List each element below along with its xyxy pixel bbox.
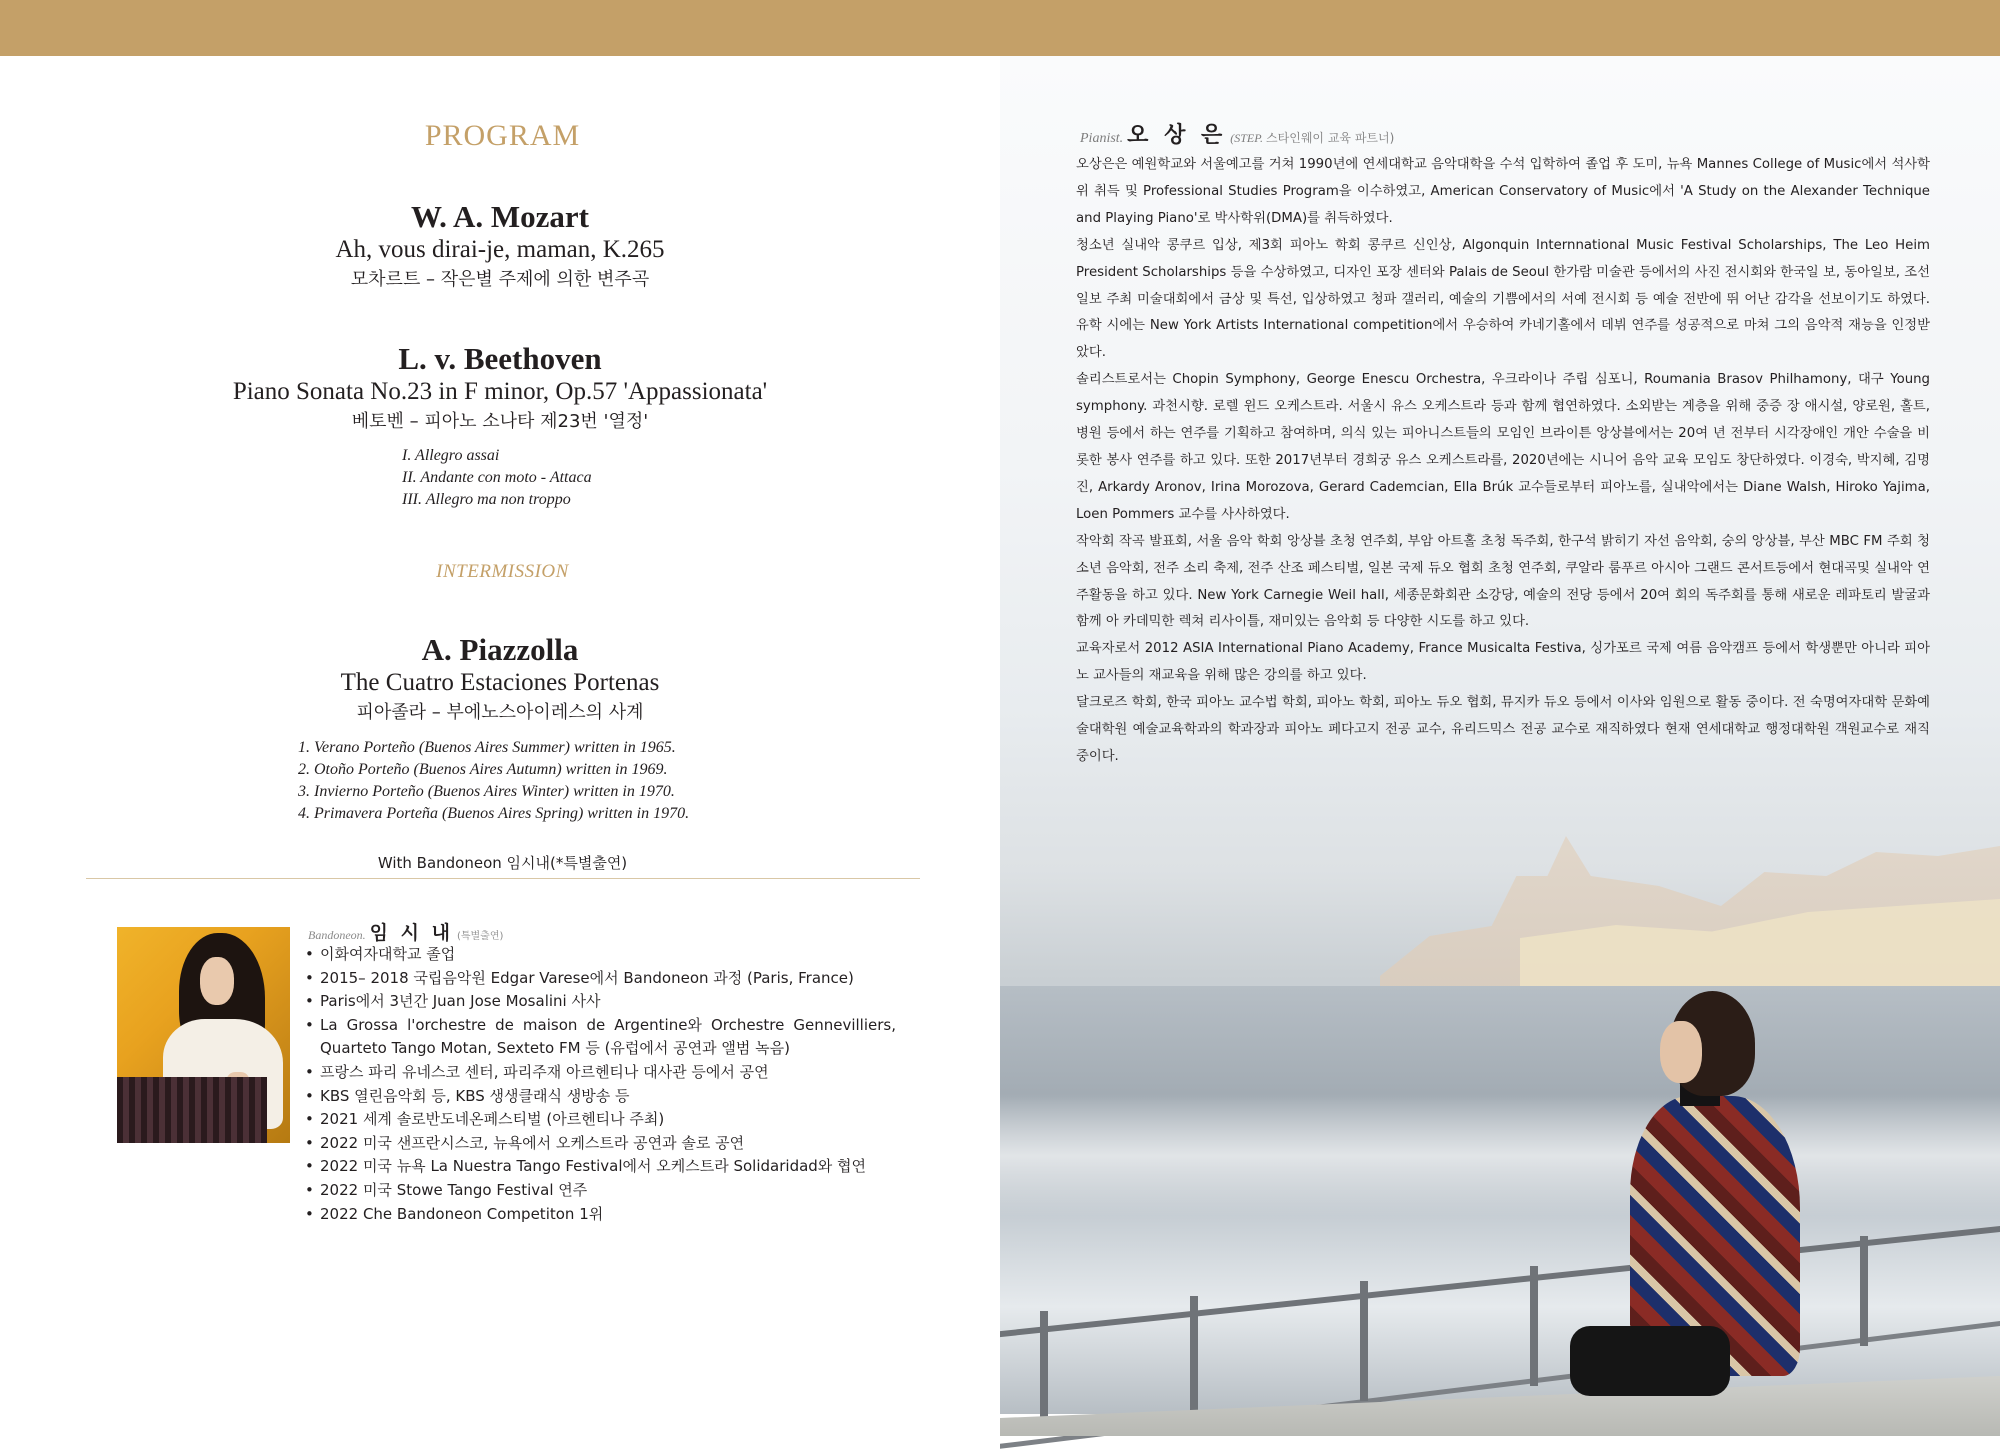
work-title: Ah, vous dirai-je, maman, K.265 <box>335 236 665 263</box>
section-divider <box>86 878 920 879</box>
list-item: • La Grossa l'orchestre de maison de Argentine와 Orchestre Gennevilliers, Quarteto Tango Motan, Sexteto FM 등 (유럽에서 공연과 앨범 녹음) <box>304 1014 896 1061</box>
movement-item: II. Andante con moto - Attaca <box>402 469 592 486</box>
list-item: • 프랑스 파리 유네스코 센터, 파리주재 아르헨티나 대사관 등에서 공연 <box>304 1061 896 1085</box>
bandoneon-guest-note: With Bandoneon 임시내(*특별출연) <box>377 854 628 872</box>
work-title-korean: 베토벤 – 피아노 소나타 제23번 '열정' <box>351 411 649 432</box>
list-item: • Paris에서 3년간 Juan Jose Mosalini 사사 <box>304 990 896 1014</box>
bio-paragraph: 청소년 실내악 콩쿠르 입상, 제3회 피아노 학회 콩쿠르 신인상, Algonquin Internnational Music Festival Scholarships, The Leo Heim President Scholarships 등을 수상하였고, 디자인 포장 센터와 Palais de Seoul 한가람 미술관 등에서의 사진 전시회와 한국일 보, 동아일보, 조선일보 주최 미술대회에서 금상 및 특선, 입상하였고 청파 갤러리, 예술의 기쁨에서의 서예 전시회 등 예술 전반에 뛰 어난 감각을 선보이기도 하였다. 유학 시에는 New York Artists International competition에서 우승하여 카네기홀에서 데뷔 연주를 성공적으로 마쳐 그의 음악적 재능을 인정받았다. <box>1076 237 1930 361</box>
list-item: • 2022 미국 샌프란시스코, 뉴욕에서 오케스트라 공연과 솔로 공연 <box>304 1132 896 1156</box>
movement-item: III. Allegro ma non troppo <box>402 491 571 508</box>
bandoneon-heading <box>308 918 503 945</box>
performer-role: Bandoneon. <box>308 928 366 942</box>
performer-note: (특별출연) <box>456 931 504 942</box>
performer-name: 임 시 내 <box>369 922 453 944</box>
bio-paragraph: 작악회 작곡 발표회, 서울 음악 학회 앙상블 초청 연주회, 부암 아트홀 초청 독주회, 한구석 밝히기 자선 음악회, 숭의 앙상블, 부산 MBC FM 주회 청소년 음악회, 전주 소리 축제, 전주 산조 페스티벌, 일본 국제 듀오 협회 초청 연주회, 쿠알라 룸푸르 아시아 그랜드 콘서트등에서 현대곡및 실내악 연주활동을 하고 있다. New York Carnegie Weil hall, 세종문화회관 소강당, 예술의 전당 등에서 20여 회의 독주회를 통해 새로운 레파토리 발굴과 함께 아 카데믹한 렉쳐 리사이틀, 재미있는 음악회 등 다양한 시도를 하고 있다. <box>1076 533 1930 630</box>
program-title: PROGRAM <box>424 119 581 152</box>
movement-item: 2. Otoño Porteño (Buenos Aires Autumn) written in 1969. <box>298 761 668 778</box>
bandoneon-career-list <box>304 943 896 1226</box>
list-item: • 2022 Che Bandoneon Competiton 1위 <box>304 1203 896 1227</box>
work-title-korean: 피아졸라 – 부에노스아이레스의 사계 <box>356 702 644 723</box>
bandoneon-player-photo <box>117 927 290 1143</box>
beethoven-block <box>0 341 1000 437</box>
list-item: • 이화여자대학교 졸업 <box>304 943 896 967</box>
composer-name: A. Piazzolla <box>421 632 579 667</box>
list-item: • 2015– 2018 국립음악원 Edgar Varese에서 Bandoneon 과정 (Paris, France) <box>304 967 896 991</box>
list-item: • KBS 열린음악회 등, KBS 생생클래식 생방송 등 <box>304 1085 896 1109</box>
piazzolla-movements <box>298 737 689 825</box>
composer-name: W. A. Mozart <box>411 199 589 234</box>
pianist-heading <box>1080 118 1394 149</box>
pianist-biography <box>1076 152 1930 771</box>
intermission-label: INTERMISSION <box>436 561 569 582</box>
mozart-block <box>0 199 1000 295</box>
work-title: The Cuatro Estaciones Portenas <box>340 669 660 696</box>
performer-note: (STEP. 스타인웨이 교육 파트너) <box>1230 131 1395 145</box>
bio-paragraph: 오상은은 예원학교와 서울예고를 거쳐 1990년에 연세대학교 음악대학을 수석 입학하여 졸업 후 도미, 뉴욕 Mannes College of Music에서 석사학위 취득 및 Professional Studies Program을 이수하였고, American Conservatory of Music에서 'A Study on the Alexander Technique and Playing Piano'로 박사학위(DMA)를 취득하였다. <box>1076 157 1930 226</box>
movement-item: 4. Primavera Porteña (Buenos Aires Spring) written in 1970. <box>298 805 690 822</box>
bio-paragraph: 솔리스트로서는 Chopin Symphony, George Enescu Orchestra, 우크라이나 주립 심포니, Roumania Brasov Philhamony, 대구 Young symphony. 과천시향. 로렐 윈드 오케스트라. 서울시 유스 오케스트라 등과 함께 협연하였다. 소외받는 계층을 위해 중증 장 애시설, 양로원, 홀트, 병원 등에서 하는 연주를 기획하고 참여하며, 의식 있는 피아니스트들의 모임인 브라이튼 앙상블에서는 20여 년 전부터 시각장애인 개안 수술을 비롯한 봉사 연주를 하고 있다. 또한 2017년부터 경희궁 유스 오케스트라를, 2020년에는 시니어 음악 교육 모임도 창단하였다. 이경숙, 박지혜, 김명진, Arkardy Aronov, Irina Morozova, Gerard Cademcian, Ella Brúk 교수들로부터 피아노를, 실내악에서는 Diane Walsh, Hiroko Yajima, Loen Pommers 교수를 사사하였다. <box>1076 372 1930 522</box>
movement-item: I. Allegro assai <box>402 447 500 464</box>
movement-item: 3. Invierno Porteño (Buenos Aires Winter) written in 1970. <box>298 783 675 800</box>
list-item: • 2021 세계 솔로반도네온페스티벌 (아르헨티나 주최) <box>304 1108 896 1132</box>
movement-item: 1. Verano Porteño (Buenos Aires Summer) written in 1965. <box>298 739 676 756</box>
piazzolla-block <box>0 632 1000 728</box>
work-title-korean: 모차르트 – 작은별 주제에 의한 변주곡 <box>350 269 650 290</box>
work-title: Piano Sonata No.23 in F minor, Op.57 'Appassionata' <box>232 378 768 405</box>
performer-role: Pianist. <box>1080 131 1124 146</box>
bio-paragraph: 교육자로서 2012 ASIA International Piano Academy, France Musicalta Festiva, 싱가포르 국제 여름 음악캠프 등에서 학생뿐만 아니라 피아노 교사들의 재교육을 위해 많은 강의를 하고 있다. <box>1076 641 1930 684</box>
performer-name: 오 상 은 <box>1127 123 1227 148</box>
top-gold-bar <box>0 0 2000 56</box>
beethoven-movements <box>402 445 592 511</box>
bio-paragraph: 달크로즈 학회, 한국 피아노 교수법 학회, 피아노 학회, 피아노 듀오 협회, 뮤지카 듀오 등에서 이사와 임원으로 활동 중이다. 전 숙명여자대학 문화예술대학원 예술교육학과의 학과장과 피아노 페다고지 전공 교수, 유리드믹스 전공 교수로 재직하였다 현재 연세대학교 행정대학원 객원교수로 재직 중이다. <box>1076 695 1931 764</box>
composer-name: L. v. Beethoven <box>398 341 602 376</box>
list-item: • 2022 미국 Stowe Tango Festival 연주 <box>304 1179 896 1203</box>
list-item: • 2022 미국 뉴욕 La Nuestra Tango Festival에서 오케스트라 Solidaridad와 협연 <box>304 1155 896 1179</box>
